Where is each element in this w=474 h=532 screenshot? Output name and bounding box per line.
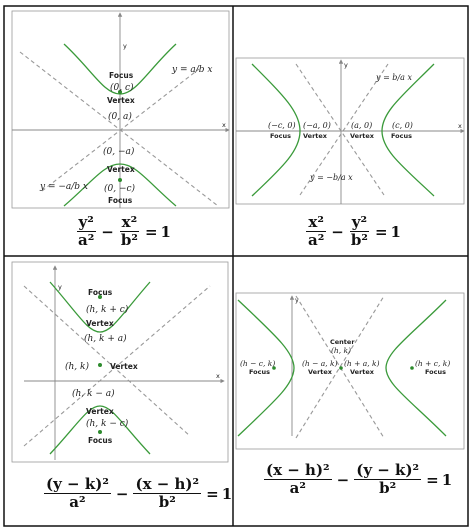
top-focus-label: Focus (109, 71, 134, 80)
focus-point (118, 178, 122, 182)
right-vertex-coord: (a, 0) (351, 121, 373, 130)
x-axis-label: x (222, 121, 226, 129)
left-vertex-label: Vertex (308, 368, 332, 376)
panel-vertical-shifted (12, 262, 228, 462)
numerator: y² (351, 213, 368, 231)
left-focus-coord: (−c, 0) (268, 121, 296, 130)
fraction (76, 214, 96, 249)
numerator: (y − k)² (356, 461, 420, 479)
denominator: a² (78, 231, 95, 249)
bottom-focus-coord: (0, −c) (104, 184, 136, 194)
x-axis-label: x (216, 372, 220, 380)
equals-sign: = (144, 222, 158, 241)
right-branch (382, 64, 434, 196)
bottom-vertex-coord: (h, k − a) (72, 389, 115, 399)
equals-sign: = (426, 470, 439, 489)
denominator: b² (379, 479, 397, 497)
y-axis-label: y (295, 296, 299, 304)
right-focus-label: Focus (391, 132, 412, 140)
denominator: b² (350, 231, 368, 249)
fraction (306, 214, 326, 249)
top-vertex-coord: (0, a) (108, 112, 132, 122)
minus-sign: − (331, 222, 344, 241)
fraction (133, 476, 201, 511)
rhs: 1 (441, 470, 453, 489)
y-axis-label: y (58, 283, 62, 291)
y-axis-label: y (344, 61, 348, 69)
denominator: b² (120, 231, 138, 249)
fraction (264, 462, 332, 497)
fraction (119, 214, 140, 249)
equation-panel-3 (42, 476, 232, 511)
x-axis-label: x (458, 122, 462, 130)
left-vertex-coord: (−a, 0) (303, 121, 331, 130)
focus-point (98, 430, 102, 434)
center-label: Center (330, 338, 355, 346)
center-point (98, 363, 102, 367)
top-focus-coord: (h, k + c) (86, 305, 129, 315)
left-focus-label: Focus (270, 132, 291, 140)
denominator: a² (308, 231, 325, 249)
left-focus-label: Focus (249, 368, 270, 376)
asymptote-negative-label: y = −b/a x (310, 173, 353, 182)
asymptote-negative-label: y = −a/b x (40, 182, 88, 192)
rhs: 1 (390, 222, 401, 241)
fraction (354, 462, 421, 497)
left-vertex-coord: (h − a, k) (302, 359, 338, 368)
equals-sign: = (206, 484, 219, 503)
center-coord: (h, k) (65, 362, 89, 372)
y-axis-label: y (123, 42, 127, 50)
bottom-vertex-label: Vertex (86, 407, 114, 416)
minus-sign: − (336, 470, 350, 489)
right-focus-coord: (c, 0) (392, 121, 413, 130)
minus-sign: − (115, 484, 129, 503)
center-coord: (h, k) (331, 346, 351, 355)
right-vertex-label: Vertex (350, 132, 374, 140)
center-label: Vertex (110, 362, 138, 371)
panel-horizontal-shifted (236, 293, 464, 449)
top-vertex-label: Vertex (107, 96, 135, 105)
left-focus-coord: (h − c, k) (240, 359, 276, 368)
numerator: x² (308, 213, 324, 231)
numerator: y² (78, 213, 94, 231)
numerator: x² (121, 213, 138, 231)
right-focus-coord: (h + c, k) (415, 359, 451, 368)
left-vertex-label: Vertex (303, 132, 327, 140)
rhs: 1 (160, 222, 171, 241)
right-focus-label: Focus (425, 368, 446, 376)
fraction (44, 476, 111, 511)
equation-panel-1 (74, 214, 171, 249)
equation-panel-2 (304, 214, 401, 249)
numerator: (x − h)² (135, 475, 200, 493)
equals-sign: = (374, 222, 388, 241)
right-vertex-label: Vertex (350, 368, 374, 376)
right-vertex-coord: (h + a, k) (344, 359, 380, 368)
minus-sign: − (101, 222, 114, 241)
top-focus-coord: (0, c) (110, 83, 134, 93)
top-vertex-coord: (h, k + a) (84, 334, 127, 344)
asymptote-positive-label: y = a/b x (172, 65, 213, 75)
rhs: 1 (221, 484, 233, 503)
center-point (339, 366, 343, 370)
bottom-vertex-label: Vertex (107, 165, 135, 174)
panel-horizontal-center-origin (236, 58, 464, 204)
bottom-vertex-coord: (0, −a) (103, 147, 135, 157)
denominator: b² (158, 493, 176, 511)
bottom-focus-label: Focus (88, 436, 113, 445)
denominator: a² (69, 493, 86, 511)
denominator: a² (289, 479, 306, 497)
bottom-focus-coord: (h, k − c) (86, 419, 129, 429)
asymptote-positive-label: y = b/a x (376, 73, 412, 82)
numerator: (x − h)² (266, 461, 330, 479)
focus-point (410, 366, 414, 370)
top-vertex-label: Vertex (86, 319, 114, 328)
fraction (349, 214, 370, 249)
equation-panel-4 (262, 462, 452, 497)
top-focus-label: Focus (88, 288, 113, 297)
left-branch (252, 64, 300, 196)
panel-vertical-center-origin (12, 11, 229, 208)
bottom-focus-label: Focus (108, 196, 133, 205)
numerator: (y − k)² (46, 475, 109, 493)
